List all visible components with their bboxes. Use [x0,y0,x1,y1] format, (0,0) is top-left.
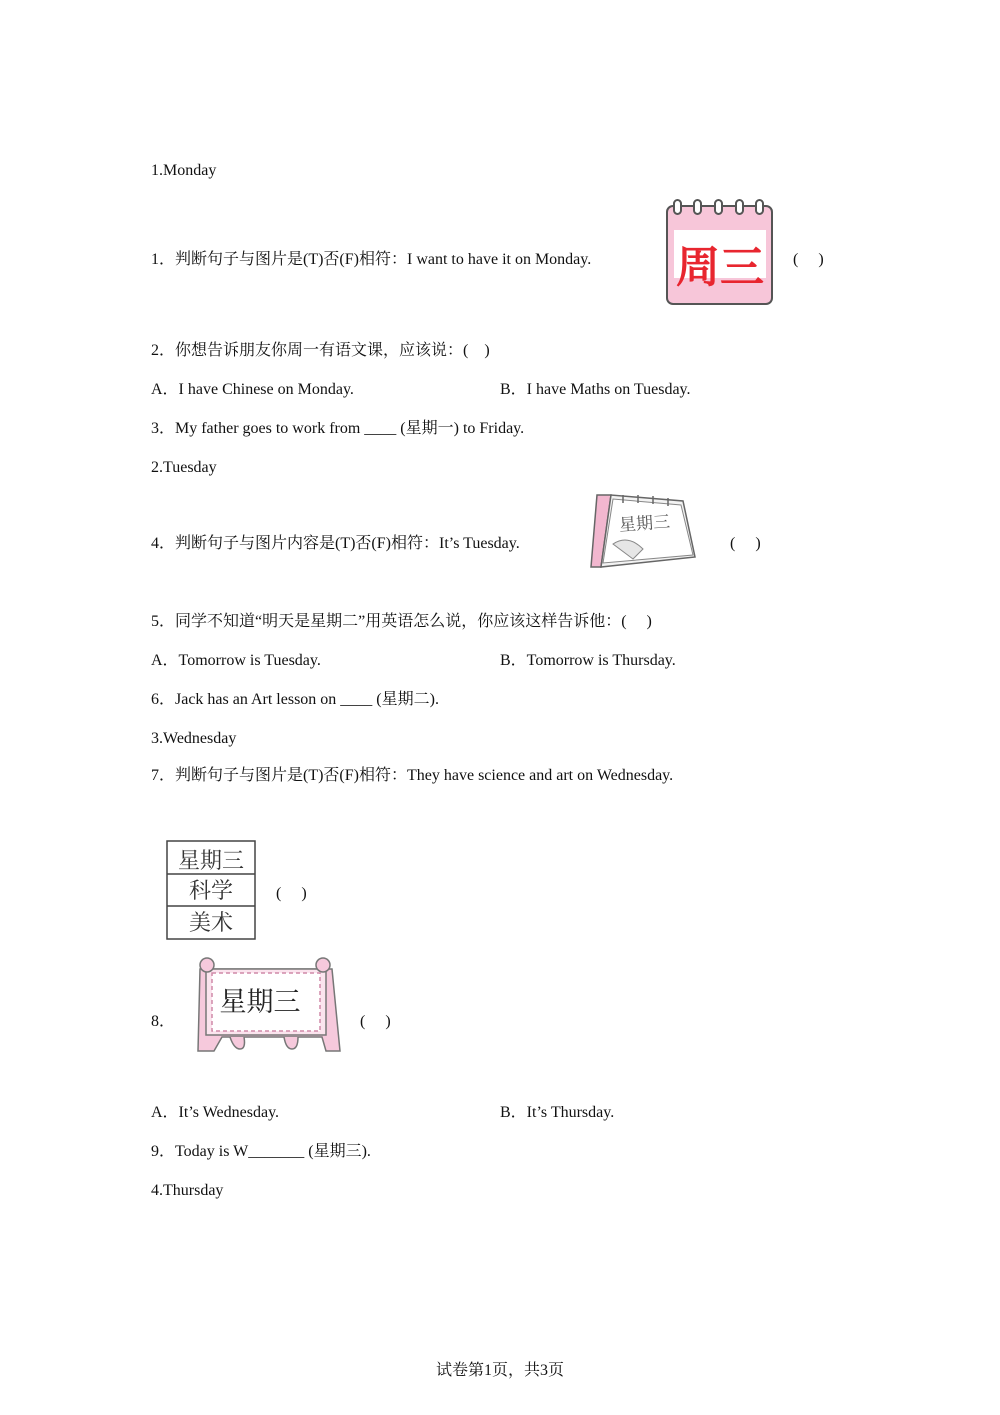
question-9: 9．Today is W_______ (星期三). [151,1143,371,1160]
svg-text:星期三: 星期三 [618,512,671,536]
timetable-cell-science: 科学 [188,879,234,904]
answer-paren-4: ( ) [730,535,761,552]
section-tuesday: 2.Tuesday [151,459,217,476]
question-3: 3．My father goes to work from ____ (星期一) to Friday. [151,420,525,437]
timetable-cell-day: 星期三 [177,849,245,874]
question-5-option-b: B．Tomorrow is Thursday. [500,652,676,669]
svg-text:星期三: 星期三 [219,987,301,1018]
svg-text:周三: 周三 [676,242,764,293]
question-4: 4．判断句子与图片内容是(T)否(F)相符：It’s Tuesday. [151,535,520,552]
timetable-cell-art: 美术 [188,911,234,936]
question-5: 5．同学不知道“明天是星期二”用英语怎么说，你应该这样告诉他：( ) [151,613,652,630]
question-7: 7．判断句子与图片是(T)否(F)相符：They have science and art on Wednesday. [151,767,674,784]
timetable-image [166,840,257,941]
desk-calendar-image [583,489,698,569]
section-thursday: 4.Thursday [151,1182,224,1199]
sign-wednesday-image [194,955,344,1057]
question-2-option-a: A．I have Chinese on Monday. [151,381,354,398]
question-2-option-b: B．I have Maths on Tuesday. [500,381,691,398]
section-wednesday: 3.Wednesday [151,730,237,747]
page-footer: 试卷第1页，共3页 [435,1362,564,1379]
section-monday: 1.Monday [151,162,217,179]
answer-paren-8: ( ) [360,1013,391,1030]
question-6: 6．Jack has an Art lesson on ____ (星期二). [151,691,439,708]
question-8-option-b: B．It’s Thursday. [500,1104,615,1121]
question-1: 1．判断句子与图片是(T)否(F)相符：I want to have it on Monday. [151,251,592,268]
calendar-wednesday-image [664,198,776,308]
question-2: 2．你想告诉朋友你周一有语文课，应该说：( ) [151,342,490,359]
answer-paren-1: ( ) [793,251,824,268]
question-8-option-a: A．It’s Wednesday. [151,1104,280,1121]
question-5-option-a: A．Tomorrow is Tuesday. [151,652,321,669]
answer-paren-7: ( ) [276,885,307,902]
question-8-number: 8． [151,1013,176,1030]
